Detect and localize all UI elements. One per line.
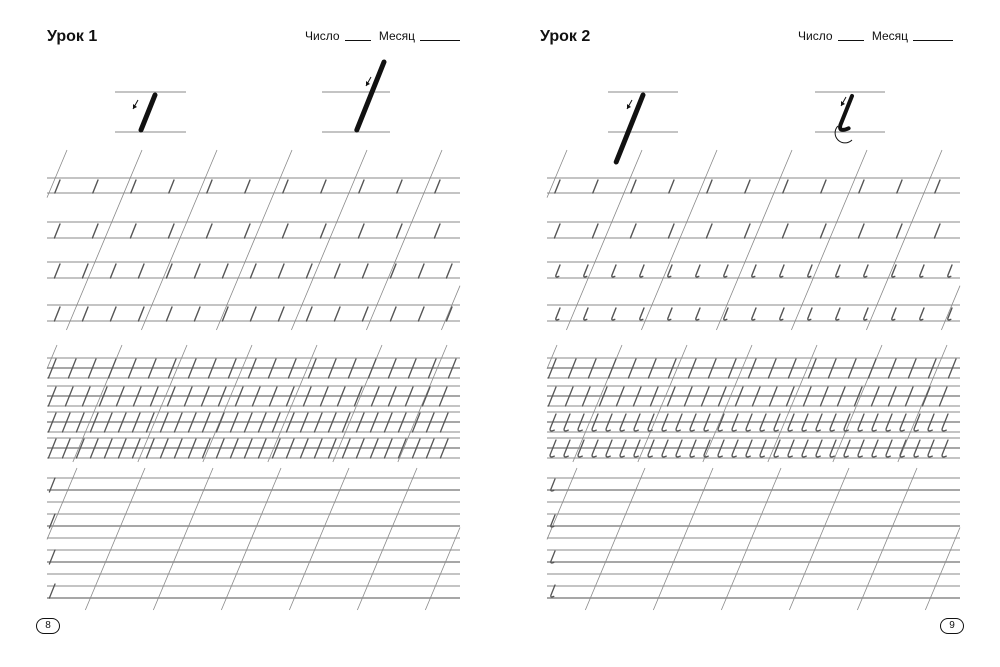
hook-stroke [752,308,756,320]
letter-stroke [320,224,326,238]
letter-stroke [859,180,864,193]
letter-stroke [194,307,200,321]
letter-stroke [283,180,288,193]
page-number: 9 [940,618,964,634]
letter-stroke [321,180,326,193]
slant-line [941,286,960,330]
slant-line [47,150,67,198]
letter-stroke [434,224,440,238]
letter-stroke [631,180,636,193]
letter-stroke [357,62,384,130]
writing-sheet-right [500,0,1000,667]
lesson-title: Урок 1 [47,28,98,45]
letter-stroke [282,224,288,238]
letter-stroke [306,307,312,321]
letter-stroke [250,264,256,278]
letter-stroke [593,180,598,193]
letter-stroke [668,224,674,238]
hook-stroke [808,265,812,277]
letter-stroke [390,307,396,321]
hook-stroke [724,308,728,320]
letter-stroke [92,224,98,238]
letter-stroke [169,180,174,193]
hook-stroke [892,308,896,320]
letter-stroke [306,264,312,278]
letter-stroke [207,180,212,193]
slant-line [547,468,577,539]
letter-stroke [446,264,452,278]
hook-stroke [640,308,644,320]
hook-stroke [780,308,784,320]
letter-stroke [896,224,902,238]
slant-line [866,150,942,330]
slant-line [398,345,447,462]
slant-line [441,286,460,330]
slant-line [641,150,717,330]
hook-stroke [752,265,756,277]
letter-stroke [206,224,212,238]
letter-stroke [54,224,60,238]
letter-stroke [359,180,364,193]
hook-stroke [780,265,784,277]
letter-stroke [138,307,144,321]
letter-stroke [245,180,250,193]
letter-stroke [418,264,424,278]
hook-stroke [640,265,644,277]
slant-line [291,150,367,330]
letter-stroke [138,264,144,278]
letter-stroke [435,180,440,193]
hook-stroke [864,308,868,320]
hook-stroke [920,308,924,320]
slant-line [47,468,77,539]
hook-stroke [892,265,896,277]
number-label: Число [798,29,833,43]
letter-stroke [418,307,424,321]
hook-stroke [836,308,840,320]
letter-stroke [858,224,864,238]
slant-line [203,345,252,462]
hook-stroke [840,96,852,130]
letter-stroke [166,307,172,321]
page-right [500,0,1000,667]
slant-line [366,150,442,330]
letter-stroke [54,264,60,278]
letter-stroke [554,224,560,238]
slant-line [716,150,792,330]
page-number: 8 [36,618,60,634]
hook-stroke [808,308,812,320]
letter-stroke [630,224,636,238]
hook-stroke [668,308,672,320]
letter-stroke [54,307,60,321]
letter-stroke [707,180,712,193]
hook-stroke [551,551,555,563]
letter-stroke [334,264,340,278]
slant-line [898,345,947,462]
month-label: Месяц [378,29,416,43]
slant-line [566,150,642,330]
letter-stroke [745,180,750,193]
letter-stroke [278,264,284,278]
hook-stroke [556,308,560,320]
letter-stroke [362,307,368,321]
letter-stroke [934,224,940,238]
letter-stroke [278,307,284,321]
slant-line [791,150,867,330]
letter-stroke [783,180,788,193]
letter-stroke [82,307,88,321]
letter-stroke [358,224,364,238]
slant-line [547,150,567,198]
number-label: Число [305,29,340,43]
letter-stroke [168,224,174,238]
letter-stroke [250,307,256,321]
letter-stroke [744,224,750,238]
letter-stroke [141,95,155,130]
letter-stroke [222,264,228,278]
slant-line [141,150,217,330]
letter-stroke [396,224,402,238]
letter-stroke [446,307,452,321]
letter-stroke [555,180,560,193]
letter-stroke [935,180,940,193]
hook-stroke [584,308,588,320]
letter-stroke [706,224,712,238]
slant-line [216,150,292,330]
letter-stroke [244,224,250,238]
slant-line [47,345,57,369]
hook-stroke [864,265,868,277]
letter-stroke [362,264,368,278]
letter-stroke [669,180,674,193]
letter-stroke [821,180,826,193]
hook-stroke [696,308,700,320]
letter-stroke [110,264,116,278]
letter-stroke [166,264,172,278]
letter-stroke [131,180,136,193]
letter-stroke [82,264,88,278]
hook-stroke [551,585,555,597]
lesson-title: Урок 2 [540,28,591,45]
letter-stroke [820,224,826,238]
hook-stroke [668,265,672,277]
letter-stroke [592,224,598,238]
slant-line [66,150,142,330]
letter-stroke [194,264,200,278]
month-label: Месяц [871,29,909,43]
letter-stroke [334,307,340,321]
hook-stroke [948,265,952,277]
letter-stroke [397,180,402,193]
hook-stroke [584,265,588,277]
hook-stroke [551,479,555,491]
hook-stroke [556,265,560,277]
letter-stroke [93,180,98,193]
hook-stroke [696,265,700,277]
hook-stroke [836,265,840,277]
letter-stroke [130,224,136,238]
slant-line [547,345,557,369]
hook-stroke [612,265,616,277]
hook-stroke [724,265,728,277]
letter-stroke [897,180,902,193]
hook-stroke [612,308,616,320]
letter-stroke [110,307,116,321]
hook-stroke [920,265,924,277]
letter-stroke [55,180,60,193]
letter-stroke [782,224,788,238]
slant-line [703,345,752,462]
